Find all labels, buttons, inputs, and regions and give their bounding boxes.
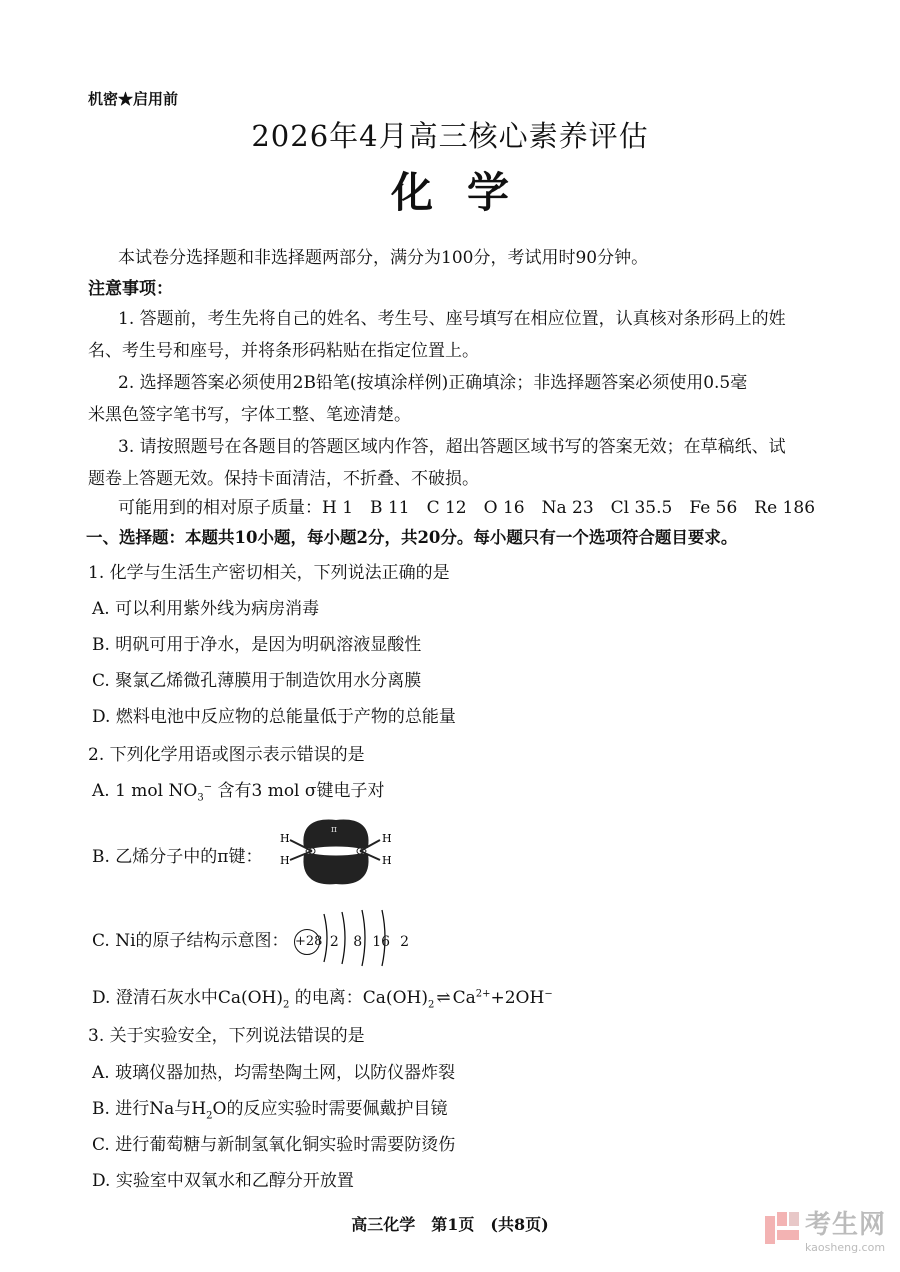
q2-option-d: [92, 983, 553, 1010]
pi-lobe-bottom: [303, 854, 368, 884]
q3-b-sub: 2: [206, 1110, 213, 1122]
q2-option-b: B. 乙烯分子中的π键：: [92, 847, 263, 867]
watermark-url: kaosheng.com: [804, 1241, 886, 1254]
pi-label: π: [331, 825, 337, 835]
q1-option-d: D. 燃料电池中反应物的总能量低于产物的总能量: [92, 707, 456, 727]
q1-option-a: A. 可以利用紫外线为病房消毒: [92, 599, 320, 619]
atomic-masses: 可能用到的相对原子质量：H 1 B 11 C 12 O 16 Na 23 Cl 35.5 Fe 56 Re 186: [118, 498, 816, 518]
h-label-2: H: [280, 854, 290, 867]
intro-text: 本试卷分选择题和非选择题两部分，满分为100分，考试用时90分钟。: [118, 248, 649, 268]
q2-a-post: 含有3 mol σ键电子对: [212, 781, 385, 801]
q1-option-c: C. 聚氯乙烯微孔薄膜用于制造饮用水分离膜: [92, 671, 422, 691]
note2-line2: 米黑色签字笔书写，字体工整、笔迹清楚。: [88, 405, 411, 425]
q2-d-ca: Ca: [452, 988, 476, 1008]
watermark-brand: 考生网: [804, 1210, 886, 1240]
shell-arc-2: [342, 912, 345, 964]
q3-stem: 3. 关于实验安全，下列说法错误的是: [88, 1026, 365, 1046]
q2-a-sup: −: [203, 781, 213, 793]
electron-shell: 16: [372, 933, 391, 950]
nucleus: +28: [294, 929, 320, 955]
q2-a-pre: A. 1 mol NO: [92, 781, 198, 801]
h-label-4: H: [382, 854, 392, 867]
q2-c-text: C. Ni的原子结构示意图：: [92, 931, 289, 951]
watermark-logo-icon: [763, 1210, 801, 1248]
q2-d-sup1: 2+: [475, 988, 491, 1000]
shell-arc-3: [362, 910, 365, 966]
q3-option-b: [92, 1094, 447, 1121]
h-label-3: H: [382, 832, 392, 845]
shell-arc-4: [382, 910, 385, 966]
note1-line1: 1. 答题前，考生先将自己的姓名、考生号、座号填写在相应位置，认真核对条形码上的姓: [118, 309, 786, 329]
shell-arc-1: [324, 914, 327, 962]
shell-arcs: [318, 908, 408, 968]
q1-stem: 1. 化学与生活生产密切相关，下列说法正确的是: [88, 563, 450, 583]
q2-d-pre: D. 澄清石灰水中Ca(OH): [92, 988, 284, 1008]
q3-b-pre: B. 进行Na与H: [92, 1099, 207, 1119]
q2-stem: 2. 下列化学用语或图示表示错误的是: [88, 745, 365, 765]
confidential-label: 机密★启用前: [88, 90, 179, 108]
watermark: [763, 1204, 886, 1254]
note3-line2: 题卷上答题无效。保持卡面清洁，不折叠、不破损。: [88, 469, 479, 489]
q2-d-arrow: ⇌: [436, 988, 451, 1008]
q3-option-a: A. 玻璃仪器加热，均需垫陶土网，以防仪器炸裂: [92, 1063, 456, 1083]
page-footer: 高三化学 第1页 (共8页): [351, 1215, 549, 1234]
q2-d-sup2: −: [544, 988, 553, 1000]
q1-option-b: B. 明矾可用于净水，是因为明矾溶液显酸性: [92, 635, 422, 655]
section1-heading: 一、选择题：本题共10小题，每小题2分，共20分。每小题只有一个选项符合题目要求。: [86, 528, 738, 547]
q3-option-d: D. 实验室中双氧水和乙醇分开放置: [92, 1171, 354, 1191]
pi-bond-diagram: [276, 814, 396, 890]
electron-shell: 2: [329, 933, 339, 950]
q2-d-post: +2OH: [490, 988, 545, 1008]
q2-option-a: [92, 776, 385, 803]
notes-title: 注意事项：: [88, 279, 173, 299]
q2-d-mid: 的电离：Ca(OH): [289, 988, 428, 1008]
exam-title: 2026年4月高三核心素养评估: [251, 119, 649, 153]
electron-shell: 8: [353, 933, 363, 950]
electron-shell: 2: [400, 933, 410, 950]
q3-option-c: C. 进行葡萄糖与新制氢氧化铜实验时需要防烫伤: [92, 1135, 456, 1155]
note3-line1: 3. 请按照题号在各题目的答题区域内作答，超出答题区域书写的答案无效；在草稿纸、试: [118, 437, 786, 457]
q2-a-sub: 3: [197, 792, 204, 804]
watermark-text-block: [805, 1204, 886, 1254]
h-label-1: H: [280, 832, 290, 845]
q2-d-sub1: 2: [283, 999, 290, 1011]
note1-line2: 名、考生号和座号，并将条形码粘贴在指定位置上。: [88, 341, 479, 361]
q2-d-sub2: 2: [427, 999, 435, 1011]
note2-line1: 2. 选择题答案必须使用2B铅笔(按填涂样例)正确填涂；非选择题答案必须使用0.5毫: [118, 373, 748, 393]
subject-title: 化学: [390, 168, 543, 217]
q3-b-post: O的反应实验时需要佩戴护目镜: [212, 1099, 448, 1119]
